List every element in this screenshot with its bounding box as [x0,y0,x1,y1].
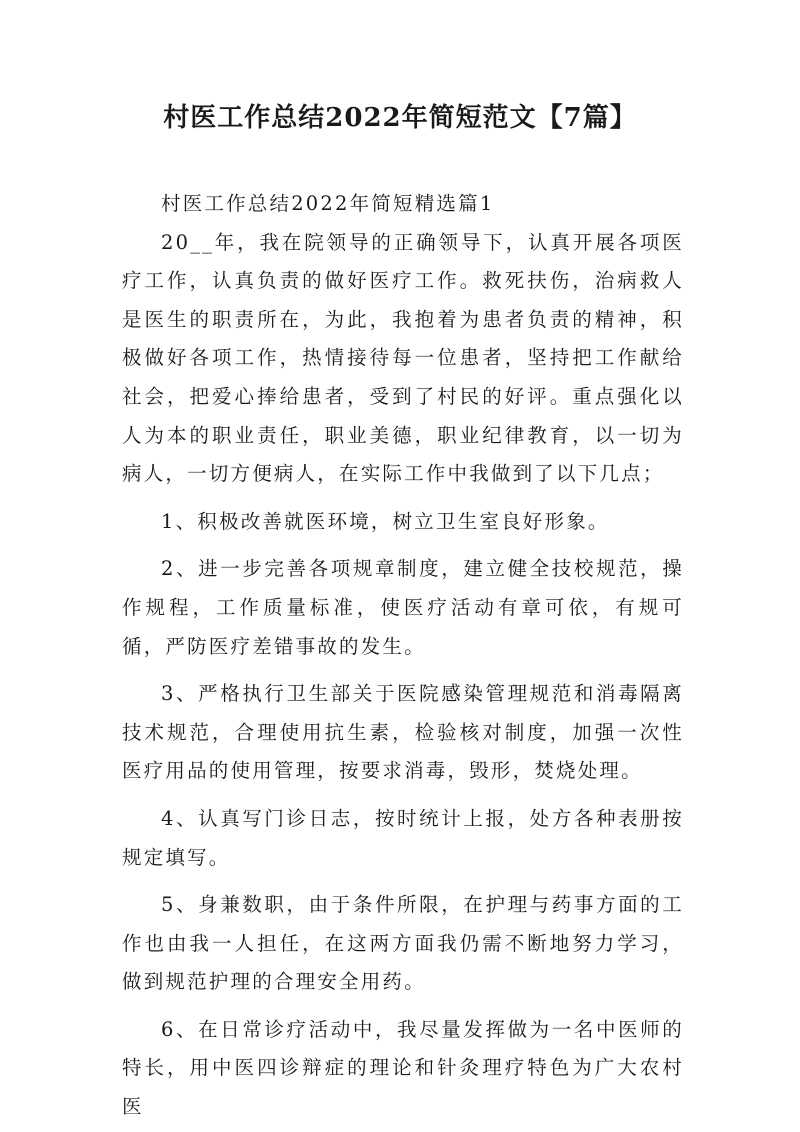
document-body [122,185,684,1127]
list-item: 5、身兼数职，由于条件所限，在护理与药事方面的工作也由我一人担任，在这两方面我仍需不断地努力学习，做到规范护理的合理安全用药。 [122,893,684,994]
list-item: 2、进一步完善各项规章制度，建立健全技校规范，操作规程，工作质量标准，使医疗活动有章可依，有规可循，严防医疗差错事故的发生。 [122,557,684,658]
section-heading: 村医工作总结2022年简短精选篇1 [161,192,495,215]
list-item: 4、认真写门诊日志，按时统计上报，处方各种表册按规定填写。 [122,806,684,869]
list-item: 3、严格执行卫生部关于医院感染管理规范和消毒隔离技术规范，合理使用抗生素，检验核对制度，加强一次性医疗用品的使用管理，按要求消毒，毁形，焚烧处理。 [122,682,684,783]
body-paragraph: 20__年，我在院领导的正确领导下，认真开展各项医疗工作，认真负责的做好医疗工作。救死扶伤，治病救人是医生的职责所在，为此，我抱着为患者负责的精神，积极做好各项工作，热情接待每一位患者，坚持把工作献给社会，把爱心捧给患者，受到了村民的好评。重点强化以人为本的职业责任，职业美德，职业纪律教育，以一切为病人，一切方便病人，在实际工作中我做到了以下几点； [122,230,684,486]
document-title: 村医工作总结2022年简短范文【7篇】 [163,103,637,133]
list-item: 1、积极改善就医环境，树立卫生室良好形象。 [161,509,610,533]
list-item: 6、在日常诊疗活动中，我尽量发挥做为一名中医师的特长，用中医四诊辩症的理论和针灸理疗特色为广大农村医 [122,1017,684,1119]
